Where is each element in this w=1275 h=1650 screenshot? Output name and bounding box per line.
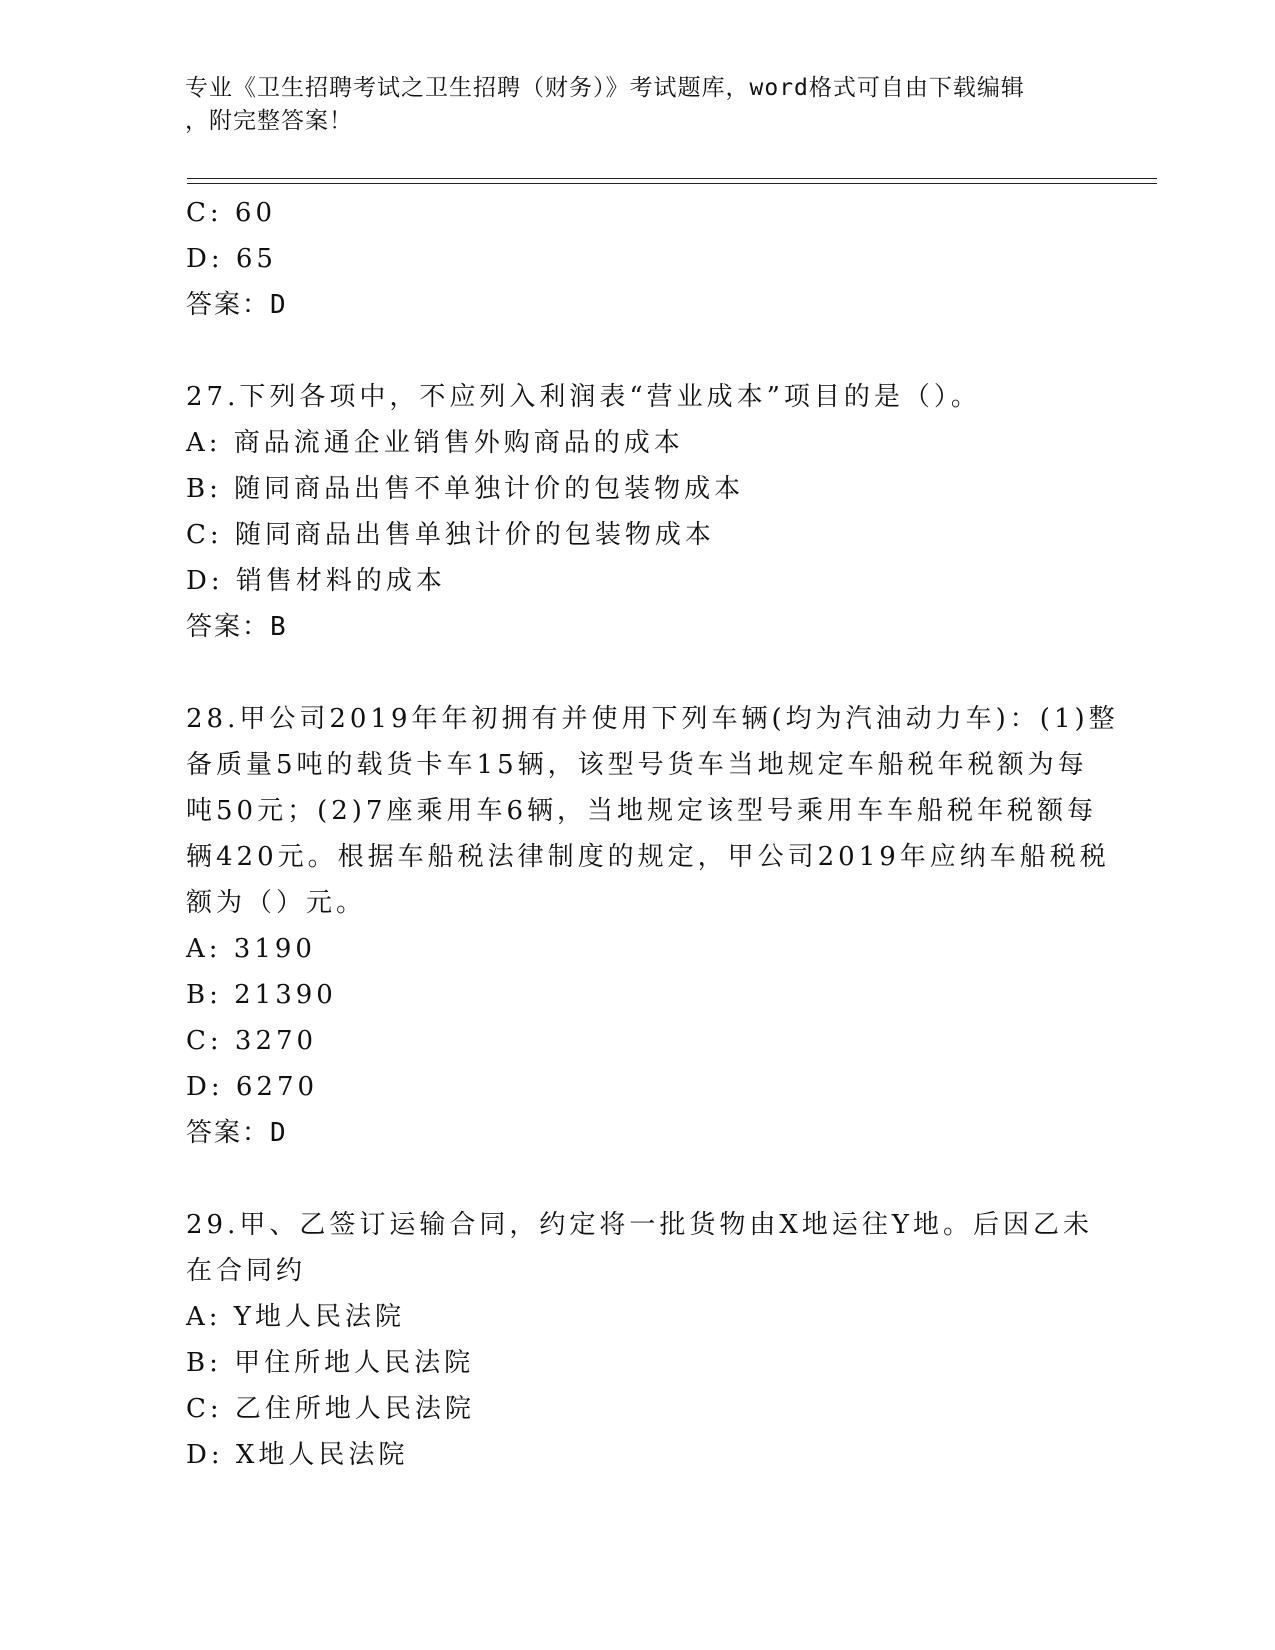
answer-line: 答案：D bbox=[186, 290, 288, 320]
header-divider-top bbox=[187, 178, 1157, 179]
question-27-option-d: D: 销售材料的成本 bbox=[186, 566, 446, 596]
header-divider-bottom bbox=[187, 183, 1157, 184]
question-27-stem: 27.下列各项中，不应列入利润表“营业成本”项目的是（）。 bbox=[186, 382, 981, 412]
question-28-option-d: D: 6270 bbox=[186, 1072, 319, 1102]
question-29-stem-line: 在合同约 bbox=[186, 1256, 307, 1286]
question-27-option-b: B: 随同商品出售不单独计价的包装物成本 bbox=[186, 474, 745, 504]
question-28-option-b: B: 21390 bbox=[186, 980, 337, 1010]
option-d: D: 65 bbox=[186, 244, 277, 274]
question-28-stem-line: 辆420元。根据车船税法律制度的规定，甲公司2019年应纳车船税税 bbox=[186, 842, 1110, 872]
header-line-1: 专业《卫生招聘考试之卫生招聘（财务）》考试题库，word格式可自由下载编辑 bbox=[185, 75, 1025, 101]
question-28-answer: 答案：D bbox=[186, 1118, 288, 1148]
question-list bbox=[186, 190, 1119, 1478]
question-28-option-c: C: 3270 bbox=[186, 1026, 318, 1056]
question-29-option-b: B: 甲住所地人民法院 bbox=[186, 1348, 475, 1378]
document-header bbox=[185, 72, 1065, 138]
question-28-stem-line: 吨50元；(2)7座乘用车6辆，当地规定该型号乘用车车船税年税额每 bbox=[186, 796, 1097, 826]
question-29-option-d: D: X地人民法院 bbox=[186, 1440, 409, 1470]
question-29-stem-line: 29.甲、乙签订运输合同，约定将一批货物由X地运往Y地。后因乙未 bbox=[186, 1210, 1094, 1240]
question-27-answer: 答案：B bbox=[186, 612, 288, 642]
option-c: C: 60 bbox=[186, 198, 277, 228]
header-line-2: ，附完整答案！ bbox=[185, 108, 353, 134]
question-28-stem-line: 备质量5吨的载货卡车15辆，该型号货车当地规定车船税年税额为每 bbox=[186, 750, 1088, 780]
question-28-stem-line: 额为（）元。 bbox=[186, 888, 367, 918]
question-29-option-c: C: 乙住所地人民法院 bbox=[186, 1394, 475, 1424]
question-27-option-c: C: 随同商品出售单独计价的包装物成本 bbox=[186, 520, 715, 550]
question-28-stem-line: 28.甲公司2019年年初拥有并使用下列车辆(均为汽油动力车)：(1)整 bbox=[186, 704, 1119, 734]
question-28-option-a: A: 3190 bbox=[186, 934, 316, 964]
question-29-option-a: A: Y地人民法院 bbox=[186, 1302, 405, 1332]
question-27-option-a: A: 商品流通企业销售外购商品的成本 bbox=[186, 428, 684, 458]
